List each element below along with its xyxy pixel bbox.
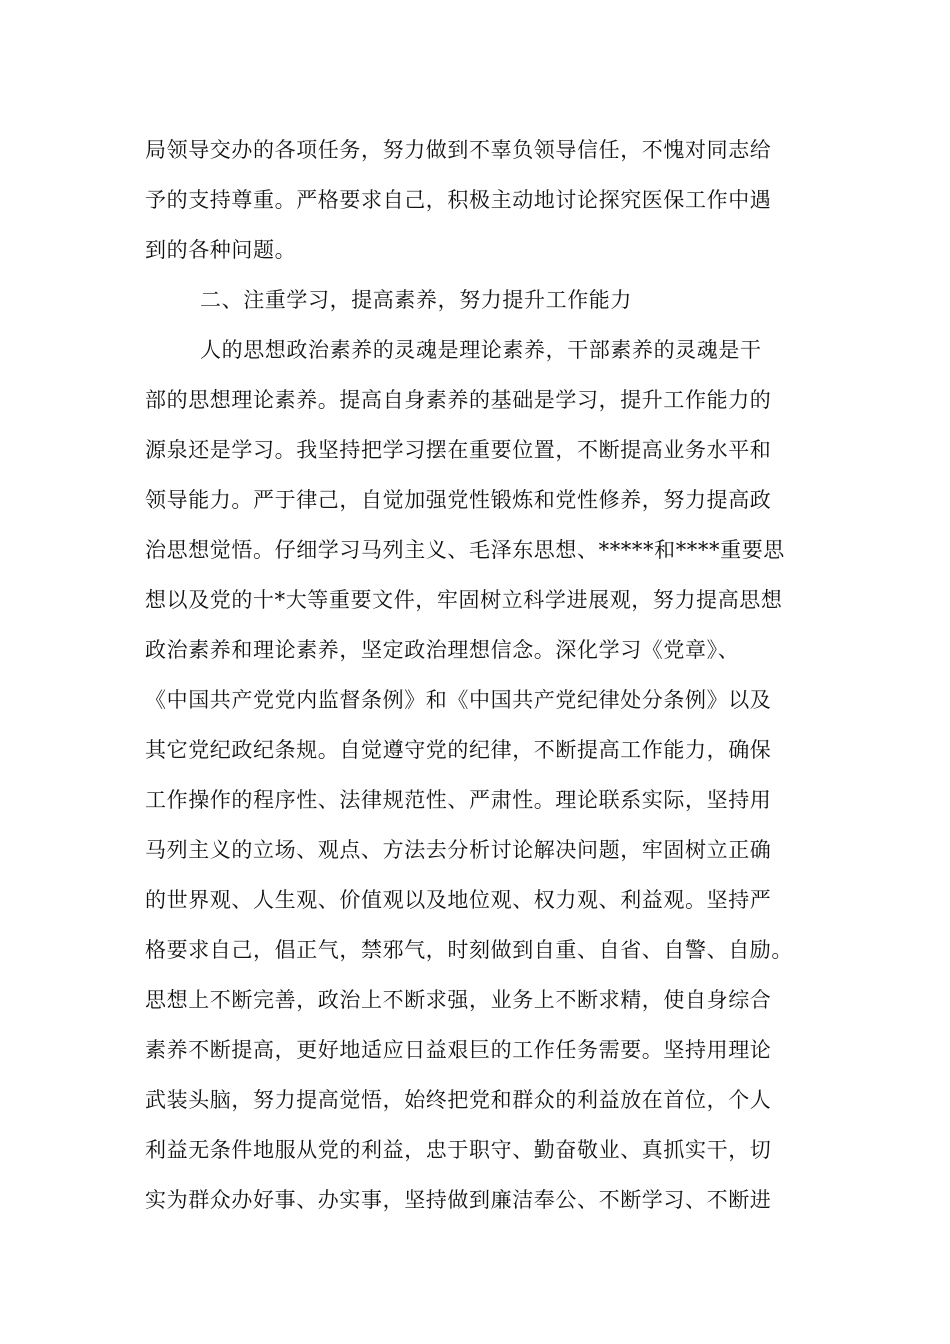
text-line: 《中国共产党党内监督条例》和《中国共产党纪律处分条例》以及 bbox=[145, 688, 772, 712]
text-line: 的世界观、人生观、价值观以及地位观、权力观、利益观。坚持严 bbox=[145, 888, 772, 912]
text-line: 政治素养和理论素养，坚定政治理想信念。深化学习《党章》、 bbox=[145, 638, 740, 662]
text-line: 源泉还是学习。我坚持把学习摆在重要位置，不断提高业务水平和 bbox=[145, 438, 772, 462]
text-line: 局领导交办的各项任务，努力做到不辜负领导信任，不愧对同志给 bbox=[145, 138, 772, 162]
text-line: 思想上不断完善，政治上不断求强，业务上不断求精，使自身综合 bbox=[145, 988, 772, 1012]
text-line: 武装头脑，努力提高觉悟，始终把党和群众的利益放在首位，个人 bbox=[145, 1088, 772, 1112]
text-line: 马列主义的立场、观点、方法去分析讨论解决问题，牢固树立正确 bbox=[145, 838, 772, 862]
text-line: 格要求自己，倡正气，禁邪气，时刻做到自重、自省、自警、自励。 bbox=[145, 938, 793, 962]
text-line: 利益无条件地服从党的利益，忠于职守、勤奋敬业、真抓实干，切 bbox=[145, 1138, 772, 1162]
text-line: 工作操作的程序性、法律规范性、严肃性。理论联系实际，坚持用 bbox=[145, 788, 772, 812]
text-line: 领导能力。严于律己，自觉加强党性锻炼和党性修养，努力提高政 bbox=[145, 488, 772, 512]
text-line: 到的各种问题。 bbox=[145, 238, 297, 262]
text-line: 实为群众办好事、办实事，坚持做到廉洁奉公、不断学习、不断进 bbox=[145, 1188, 772, 1212]
text-line: 予的支持尊重。严格要求自己，积极主动地讨论探究医保工作中遇 bbox=[145, 188, 772, 212]
text-line: 其它党纪政纪条规。自觉遵守党的纪律，不断提高工作能力，确保 bbox=[145, 738, 772, 762]
section-heading: 二、注重学习，提高素养，努力提升工作能力 bbox=[200, 288, 632, 312]
text-line: 部的思想理论素养。提高自身素养的基础是学习，提升工作能力的 bbox=[145, 388, 772, 412]
text-line: 素养不断提高，更好地适应日益艰巨的工作任务需要。坚持用理论 bbox=[145, 1038, 772, 1062]
text-line: 想以及党的十*大等重要文件，牢固树立科学进展观，努力提高思想 bbox=[145, 588, 783, 612]
text-line: 人的思想政治素养的灵魂是理论素养，干部素养的灵魂是干 bbox=[200, 338, 762, 362]
text-line: 治思想觉悟。仔细学习马列主义、毛泽东思想、*****和****重要思 bbox=[145, 538, 785, 562]
